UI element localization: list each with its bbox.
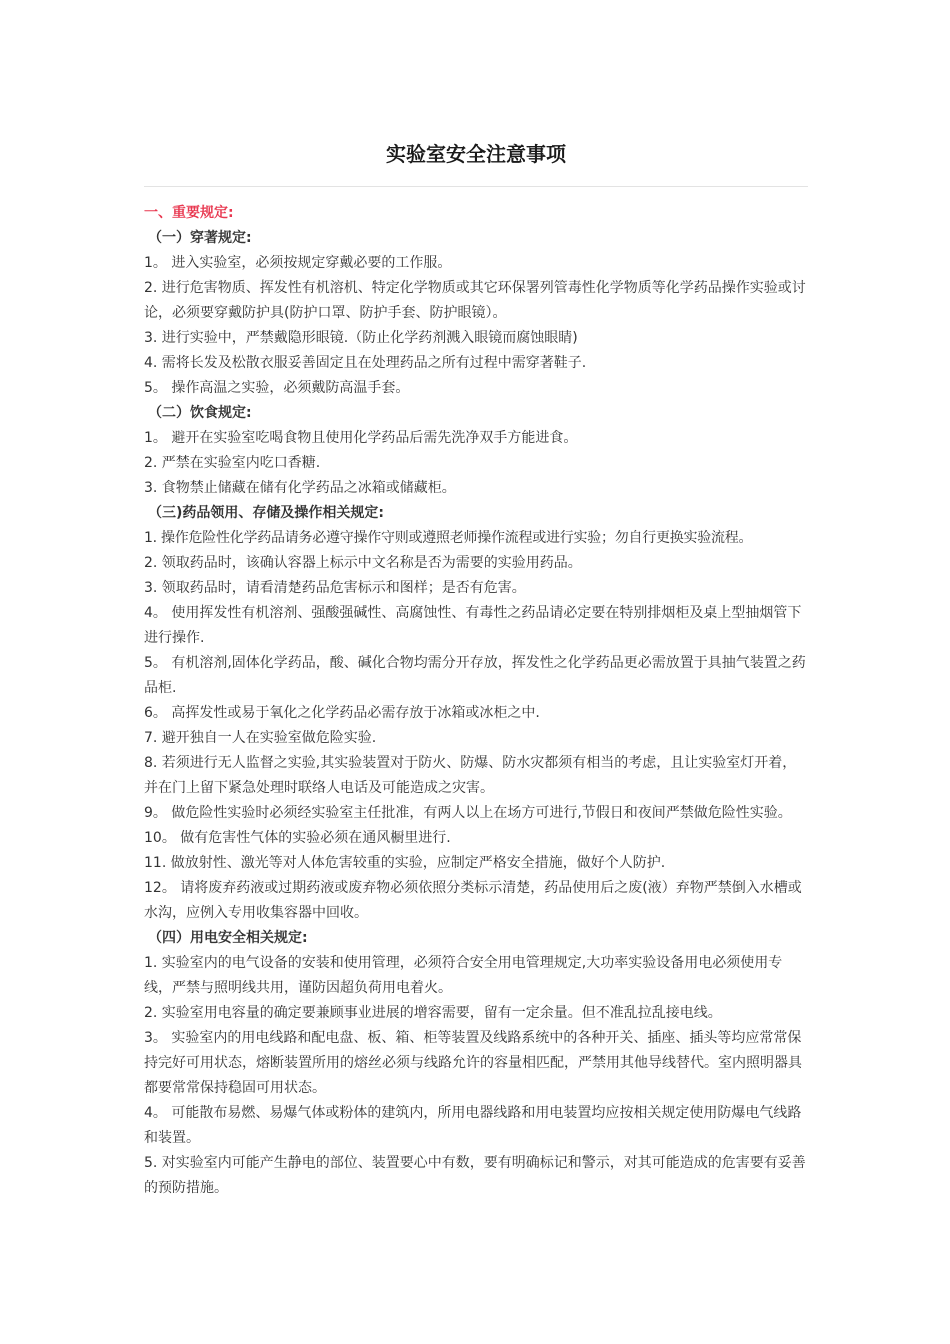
list-item: 5. 对实验室内可能产生静电的部位、装置要心中有数，要有明确标记和警示，对其可能造成的危害要有妥善的预防措施。 xyxy=(144,1155,806,1196)
list-item: 6。 高挥发性或易于氧化之化学药品必需存放于冰箱或冰柜之中. xyxy=(144,705,540,721)
subsection-heading-clothing: （一）穿著规定: xyxy=(148,230,252,246)
list-item: 8. 若须进行无人监督之实验,其实验装置对于防火、防爆、防水灾都须有相当的考虑，且让实验室灯开着，并在门上留下紧急处理时联络人电话及可能造成之灾害。 xyxy=(144,755,797,796)
list-item: 7. 避开独自一人在实验室做危险实验. xyxy=(144,730,377,746)
list-item: 9。 做危险性实验时必须经实验室主任批准，有两人以上在场方可进行,节假日和夜间严禁做危险性实验。 xyxy=(144,805,792,821)
list-item: 3. 进行实验中，严禁戴隐形眼镜.（防止化学药剂溅入眼镜而腐蚀眼睛) xyxy=(144,330,578,346)
list-item: 1. 操作危险性化学药品请务必遵守操作守则或遵照老师操作流程或进行实验；勿自行更换实验流程。 xyxy=(144,530,753,546)
list-item: 2. 实验室用电容量的确定要兼顾事业进展的增容需要，留有一定余量。但不准乱拉乱接电线。 xyxy=(144,1005,722,1021)
subsection-heading-electrical: （四）用电安全相关规定: xyxy=(148,930,308,946)
list-item: 4。 可能散布易燃、易爆气体或粉体的建筑内，所用电器线路和用电装置均应按相关规定使用防爆电气线路和装置。 xyxy=(144,1105,802,1146)
list-item: 12。 请将废弃药液或过期药液或废弃物必须依照分类标示清楚，药品使用后之废(液）弃物严禁倒入水槽或水沟，应例入专用收集容器中回收。 xyxy=(144,880,802,921)
subsection-heading-food: （二）饮食规定: xyxy=(148,405,252,421)
list-item: 4. 需将长发及松散衣服妥善固定且在处理药品之所有过程中需穿著鞋子. xyxy=(144,355,587,371)
list-item: 1. 实验室内的电气设备的安装和使用管理，必须符合安全用电管理规定,大功率实验设备用电必须使用专线，严禁与照明线共用，谨防因超负荷用电着火。 xyxy=(144,955,783,996)
list-item: 2. 进行危害物质、挥发性有机溶机、特定化学物质或其它环保署列管毒性化学物质等化学药品操作实验或讨论，必须要穿戴防护具(防护口罩、防护手套、防护眼镜）。 xyxy=(144,280,806,321)
list-item: 4。 使用挥发性有机溶剂、强酸强碱性、高腐蚀性、有毒性之药品请必定要在特别排烟柜及桌上型抽烟管下进行操作. xyxy=(144,605,802,646)
subsection-heading-chemicals: （三)药品领用、存储及操作相关规定: xyxy=(148,505,384,521)
list-item: 5。 有机溶剂,固体化学药品，酸、碱化合物均需分开存放，挥发性之化学药品更必需放置于具抽气装置之药品柜. xyxy=(144,655,806,696)
title-divider xyxy=(144,186,808,187)
list-item: 2. 领取药品时，该确认容器上标示中文名称是否为需要的实验用药品。 xyxy=(144,555,582,571)
list-item: 10。 做有危害性气体的实验必须在通风橱里进行. xyxy=(144,830,451,846)
list-item: 3. 领取药品时，请看清楚药品危害标示和图样；是否有危害。 xyxy=(144,580,526,596)
list-item: 3。 实验室内的用电线路和配电盘、板、箱、柜等装置及线路系统中的各种开关、插座、插头等均应常常保持完好可用状态，熔断装置所用的熔丝必须与线路允许的容量相匹配，严禁用其他导线替代。室内照明器具都要常常保持稳固可用状态。 xyxy=(144,1030,802,1096)
list-item: 3. 食物禁止储藏在储有化学药品之冰箱或储藏柜。 xyxy=(144,480,456,496)
section-heading: 一、重要规定: xyxy=(144,205,234,221)
list-item: 11. 做放射性、激光等对人体危害较重的实验，应制定严格安全措施，做好个人防护. xyxy=(144,855,666,871)
list-item: 1。 进入实验室，必须按规定穿戴必要的工作服。 xyxy=(144,255,452,271)
list-item: 2. 严禁在实验室内吃口香糖. xyxy=(144,455,321,471)
list-item: 1。 避开在实验室吃喝食物且使用化学药品后需先洗净双手方能进食。 xyxy=(144,430,578,446)
page-title: 实验室安全注意事项 xyxy=(386,142,566,166)
list-item: 5。 操作高温之实验，必须戴防高温手套。 xyxy=(144,380,410,396)
document-page xyxy=(144,132,808,1201)
